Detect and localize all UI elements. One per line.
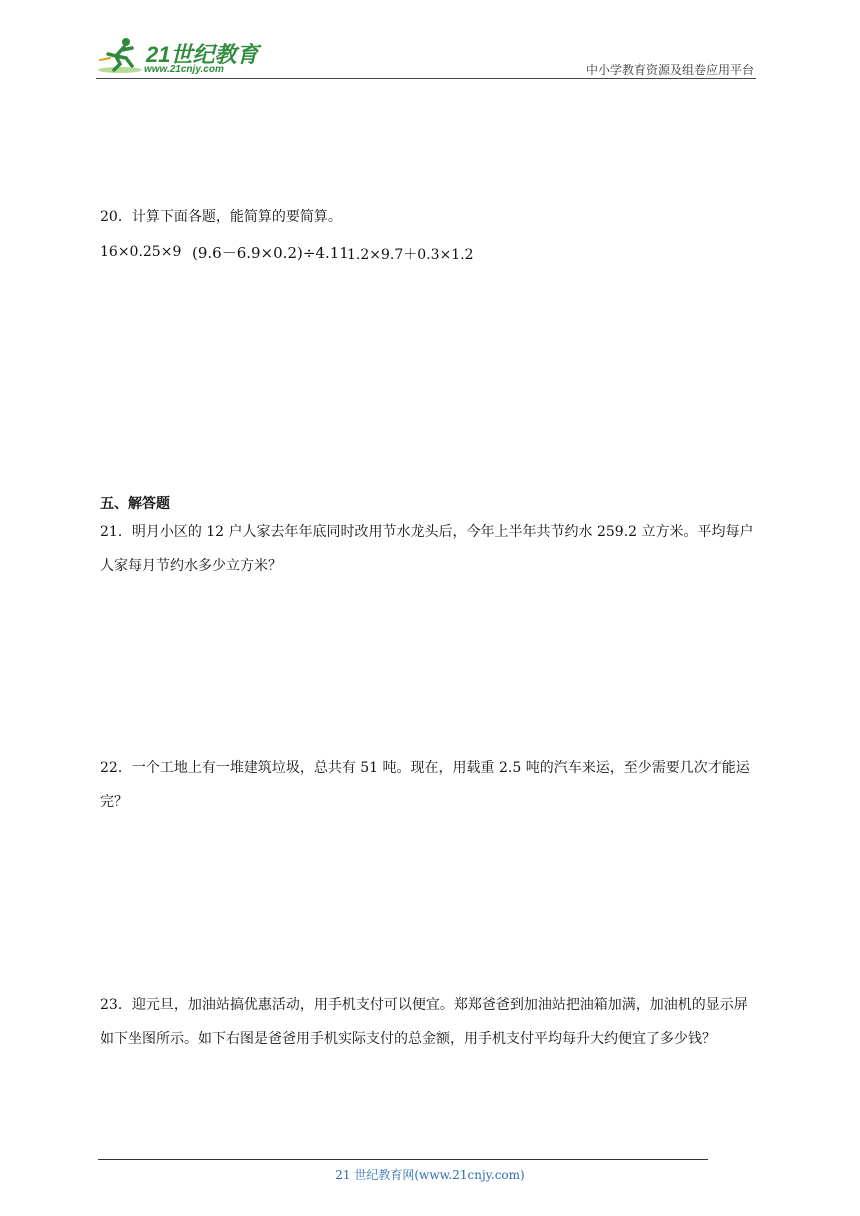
runner-logo-icon [96, 36, 144, 76]
logo-brand: 21世纪教育 [146, 42, 259, 67]
question-20-expr-3: 1.2×9.7＋0.3×1.2 [347, 247, 474, 263]
header-tagline: 中小学教育资源及组卷应用平台 [585, 63, 754, 77]
question-20-expr-1: 16×0.25×9 [100, 244, 182, 260]
footer-link[interactable]: 21 世纪教育网(www.21cnjy.com) [335, 1168, 525, 1182]
section-title: 五、解答题 [100, 496, 170, 512]
logo-url: www.21cnjy.com [144, 64, 224, 75]
footer-divider [98, 1159, 708, 1160]
question-21-text: 21．明月小区的 12 户人家去年年底同时改用节水龙头后，今年上半年共节约水 259.2 立方米。平均每户人家每月节约水多少立方米？ [100, 524, 754, 574]
header-divider [96, 78, 756, 79]
question-23-text: 23．迎元旦，加油站搞优惠活动，用手机支付可以便宜。郑郑爸爸到加油站把油箱加满，加油机的显示屏如下坐图所示。如下右图是爸爸用手机实际支付的总金额，用手机支付平均每升大约便宜了多少钱？ [100, 997, 748, 1047]
question-22-text: 22．一个工地上有一堆建筑垃圾，总共有 51 吨。现在，用载重 2.5 吨的汽车来运，至少需要几次才能运完？ [100, 760, 750, 810]
question-20-expr-2: (9.6－6.9×0.2)÷4.11 [192, 244, 349, 262]
site-logo [96, 36, 266, 78]
question-20-text: 20．计算下面各题，能简算的要简算。 [100, 209, 342, 225]
